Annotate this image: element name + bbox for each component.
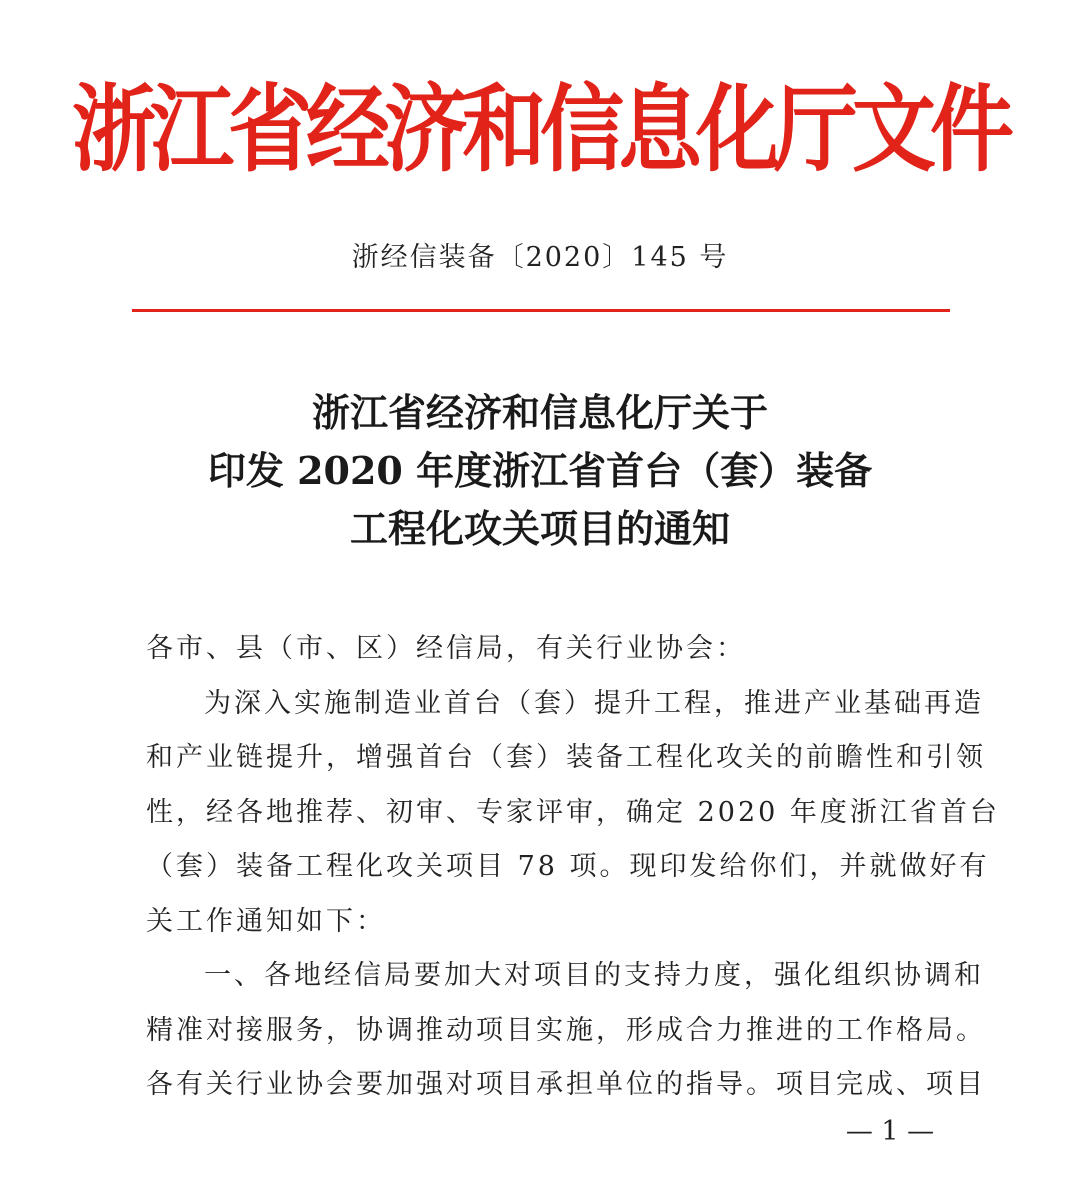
paragraph-2-line: 各有关行业协会要加强对项目承担单位的指导。项目完成、项目 — [146, 1069, 986, 1100]
paragraph-2-line: 精准对接服务，协调推动项目实施，形成合力推进的工作格局。 — [146, 1014, 986, 1046]
paragraph-2-line: 一、各地经信局要加大对项目的支持力度，强化组织协调和 — [204, 960, 984, 991]
salutation: 各市、县（市、区）经信局，有关行业协会： — [146, 633, 746, 664]
document-title — [0, 384, 1080, 558]
title-line-1: 浙江省经济和信息化厅关于 — [311, 390, 768, 435]
red-divider-line — [132, 309, 950, 312]
document-number: 浙经信装备〔2020〕145 号 — [351, 242, 729, 273]
paragraph-1-line: 关工作通知如下： — [146, 905, 386, 937]
title-line-2: 印发 2020 年度浙江省首台（套）装备 — [207, 448, 873, 493]
paragraph-1-line: 性，经各地推荐、初审、专家评审，确定 2020 年度浙江省首台 — [146, 796, 1000, 828]
page-number: — 1 — — [845, 1116, 935, 1147]
paragraph-1-line: 和产业链提升，增强首台（套）装备工程化攻关的前瞻性和引领 — [146, 742, 986, 773]
document-body — [146, 622, 1000, 1113]
title-line-3: 工程化攻关项目的通知 — [349, 506, 730, 551]
paragraph-1-line: 为深入实施制造业首台（套）提升工程，推进产业基础再造 — [204, 687, 984, 719]
paragraph-1-line: （套）装备工程化攻关项目 78 项。现印发给你们，并就做好有 — [146, 851, 990, 882]
document-masthead: 浙江省经济和信息化厅文件 — [71, 74, 1008, 185]
